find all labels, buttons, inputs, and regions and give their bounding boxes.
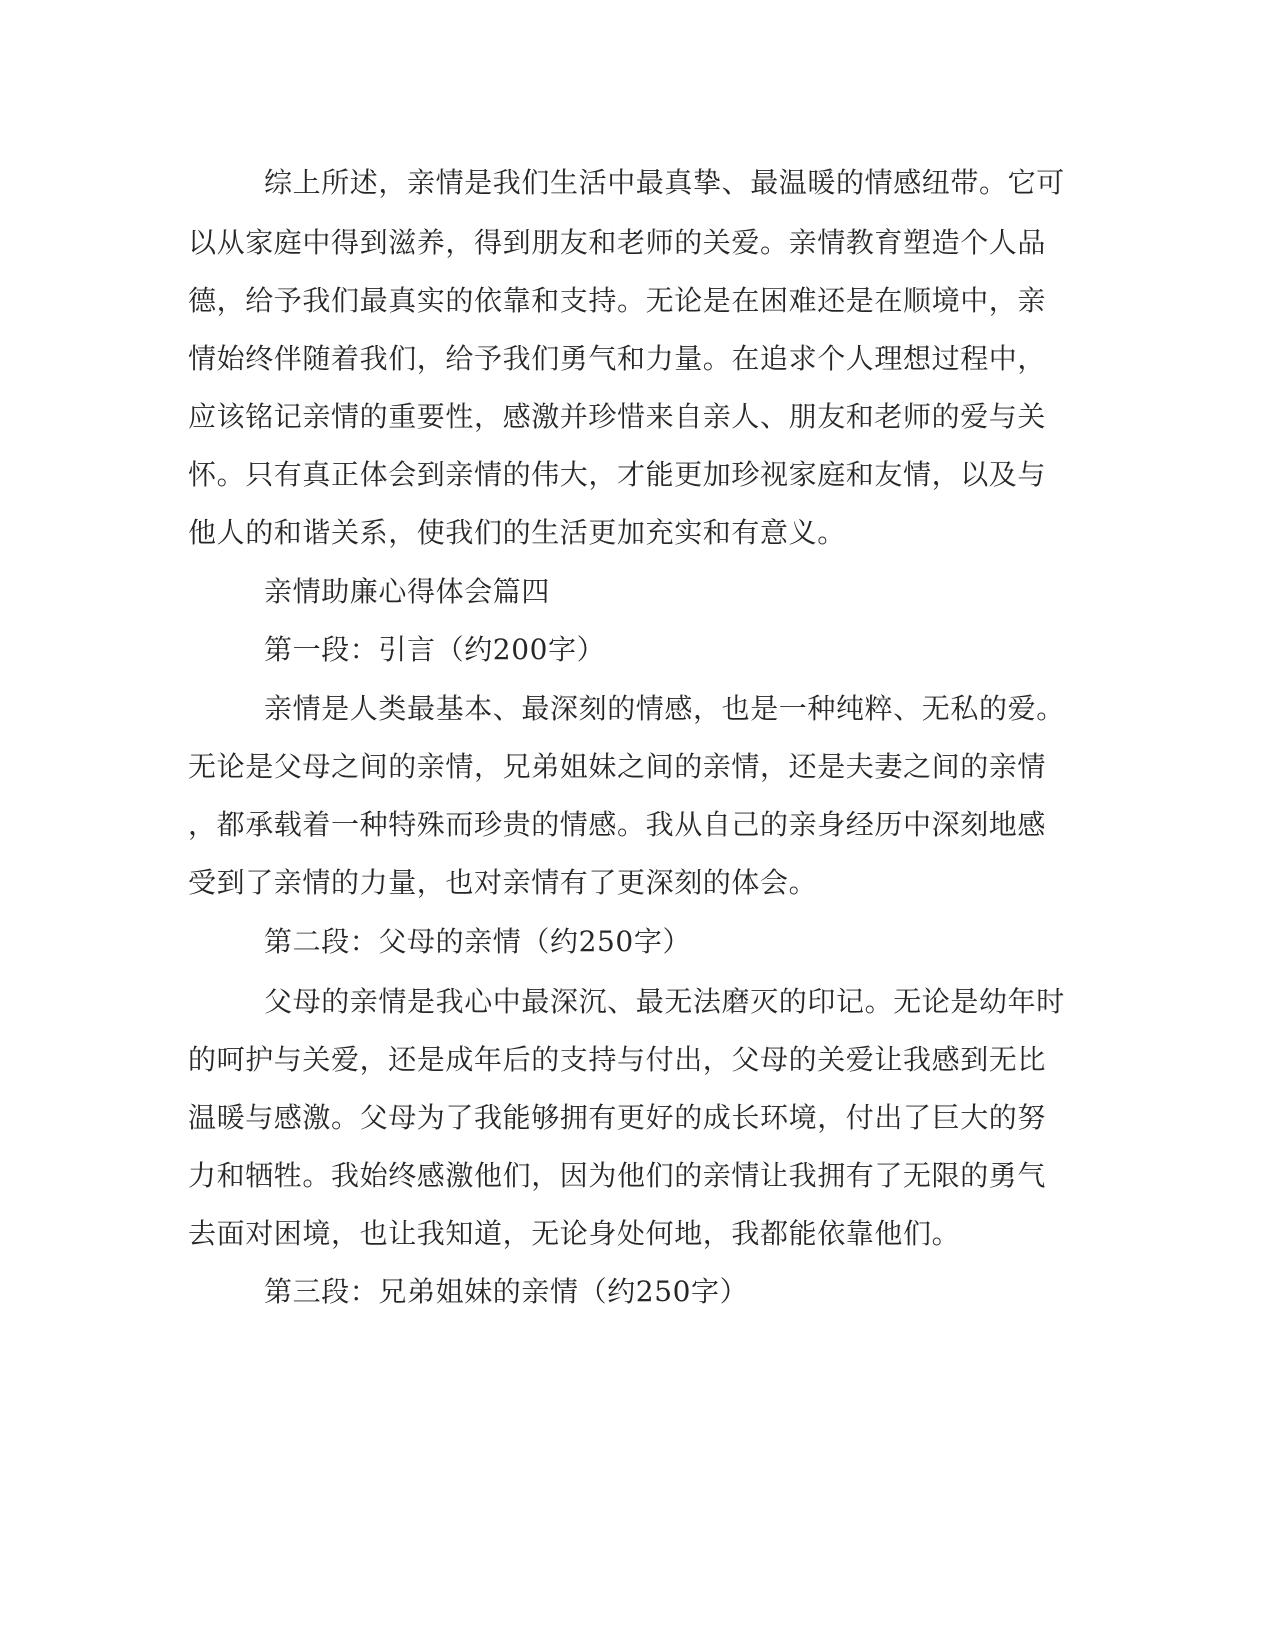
text-line: 德，给予我们最真实的依靠和支持。无论是在困难还是在顺境中，亲 — [188, 284, 1047, 317]
text-line: ，都承载着一种特殊而珍贵的情感。我从自己的亲身经历中深刻地感 — [188, 808, 1047, 841]
text-line: 应该铭记亲情的重要性，感激并珍惜来自亲人、朋友和老师的爱与关 — [188, 400, 1047, 433]
paragraph-heading: 第二段：父母的亲情（约250字） — [264, 925, 692, 958]
text-line: 去面对困境，也让我知道，无论身处何地，我都能依靠他们。 — [188, 1217, 961, 1250]
text-line: 综上所述，亲情是我们生活中最真挚、最温暖的情感纽带。它可 — [264, 166, 1065, 199]
text-line: 温暖与感激。父母为了我能够拥有更好的成长环境，付出了巨大的努 — [188, 1101, 1047, 1134]
text-line: 的呵护与关爱，还是成年后的支持与付出，父母的关爱让我感到无比 — [188, 1043, 1047, 1076]
text-line: 以从家庭中得到滋养，得到朋友和老师的关爱。亲情教育塑造个人品 — [188, 226, 1047, 259]
text-line: 无论是父母之间的亲情，兄弟姐妹之间的亲情，还是夫妻之间的亲情 — [188, 750, 1047, 783]
section-heading: 亲情助廉心得体会篇四 — [264, 575, 551, 608]
text-line: 力和牺牲。我始终感激他们，因为他们的亲情让我拥有了无限的勇气 — [188, 1159, 1047, 1192]
text-line: 怀。只有真正体会到亲情的伟大，才能更加珍视家庭和友情，以及与 — [188, 458, 1047, 491]
text-line: 他人的和谐关系，使我们的生活更加充实和有意义。 — [188, 516, 846, 549]
text-line: 受到了亲情的力量，也对亲情有了更深刻的体会。 — [188, 866, 818, 899]
paragraph-heading: 第三段：兄弟姐妹的亲情（约250字） — [264, 1275, 749, 1308]
paragraph-heading: 第一段：引言（约200字） — [264, 633, 606, 666]
text-line: 情始终伴随着我们，给予我们勇气和力量。在追求个人理想过程中， — [188, 342, 1047, 375]
text-line: 亲情是人类最基本、最深刻的情感，也是一种纯粹、无私的爱。 — [264, 692, 1065, 725]
text-line: 父母的亲情是我心中最深沉、最无法磨灭的印记。无论是幼年时 — [264, 985, 1065, 1018]
